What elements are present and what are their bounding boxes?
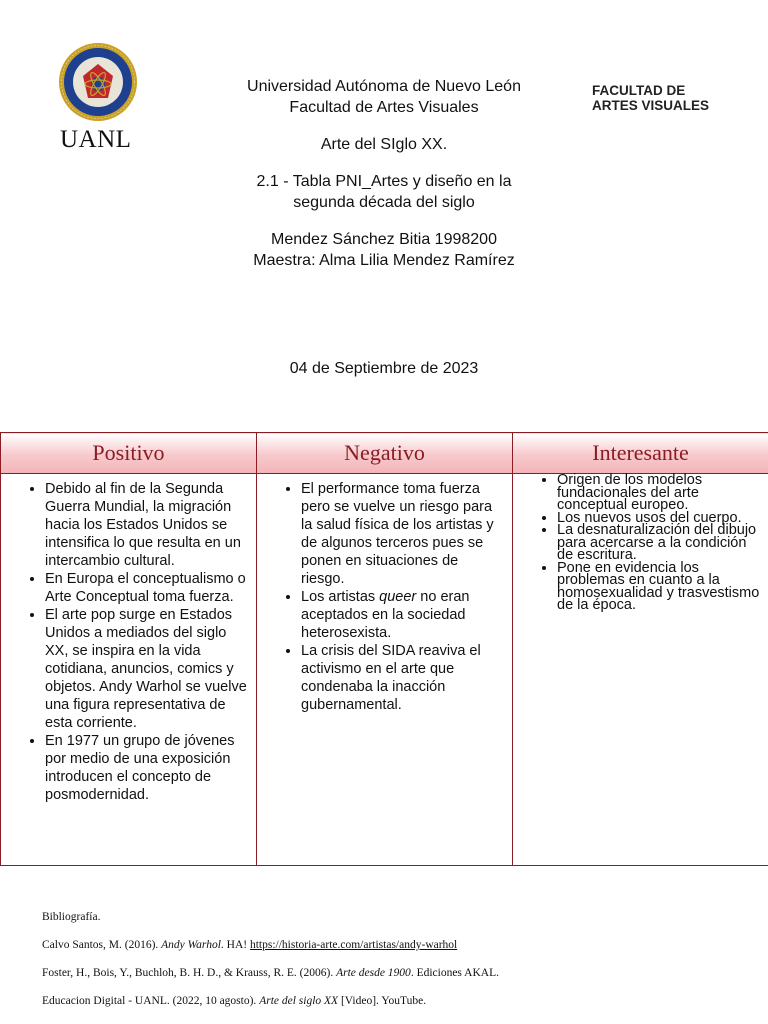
list-item-text: Los artistas xyxy=(301,589,380,605)
assignment-line-2: segunda década del siglo xyxy=(293,194,475,211)
list-item: • El performance toma fuerza pero se vuelve un riesgo para la salud física de los artistas y de algunos terceros pues se ponen en situaciones de riesgo. xyxy=(301,480,504,588)
cover-header xyxy=(200,76,568,271)
assignment-line-1: 2.1 - Tabla PNI_Artes y diseño en la xyxy=(256,173,512,190)
list-item-text: no eran aceptados en la sociedad heterosexista. xyxy=(301,589,470,641)
list-item-emphasis: queer xyxy=(379,589,417,605)
positivo-list xyxy=(1,474,256,804)
list-item: • Los nuevos usos del cuerpo. xyxy=(557,512,762,525)
list-item: • Origen de los modelos fundacionales del arte conceptual europeo. xyxy=(557,474,762,512)
faculty-name: Facultad de Artes Visuales xyxy=(289,99,479,116)
header-interesante: Interesante xyxy=(513,433,768,474)
uanl-wordmark: UANL xyxy=(60,126,132,153)
list-item: • En Europa el conceptualismo o Arte Conceptual toma fuerza. xyxy=(45,570,248,606)
faculty-badge-line-2: ARTES VISUALES xyxy=(592,98,710,113)
reference-title: Arte desde 1900 xyxy=(336,967,411,979)
reference-text: [Video]. YouTube. xyxy=(338,995,427,1007)
submission-date: 04 de Septiembre de 2023 xyxy=(289,360,479,377)
reference-text: Foster, H., Bois, Y., Buchloh, B. H. D., & Krauss, R. E. (2006). xyxy=(42,967,337,979)
reference xyxy=(42,966,742,980)
list-item: • La crisis del SIDA reaviva el activismo en el arte que condenaba la inacción gubernamental. xyxy=(301,642,504,714)
faculty-badge-line-1: FACULTAD DE xyxy=(592,83,686,98)
reference-text: Educacion Digital - UANL. (2022, 10 agosto). xyxy=(42,995,260,1007)
reference xyxy=(42,994,742,1008)
list-item: • Pone en evidencia los problemas en cuanto a la homosexualidad y trasvestismo de la época. xyxy=(557,562,762,612)
column-interesante xyxy=(513,474,768,866)
bibliography xyxy=(42,910,742,1022)
reference-text: . HA! xyxy=(220,939,250,951)
reference-text: Calvo Santos, M. (2016). xyxy=(42,939,162,951)
student-name: Mendez Sánchez Bitia 1998200 xyxy=(271,231,497,248)
header-negativo: Negativo xyxy=(257,433,513,474)
list-item: • El arte pop surge en Estados Unidos a mediados del siglo XX, se inspira en la vida cotidiana, anuncios, comics y objetos. Andy Warhol se vuelve una figura representativa de esta corriente. xyxy=(45,606,248,732)
university-seal-icon xyxy=(58,42,138,122)
list-item xyxy=(301,588,504,642)
pni-table xyxy=(0,432,768,866)
reference xyxy=(42,938,742,952)
column-positivo xyxy=(1,474,257,866)
university-name: Universidad Autónoma de Nuevo León xyxy=(247,78,521,95)
list-item: • La desnaturalización del dibujo para acercarse a la condición de escritura. xyxy=(557,524,762,562)
column-negativo xyxy=(257,474,513,866)
reference-title: Arte del siglo XX xyxy=(259,995,339,1007)
teacher-name: Maestra: Alma Lilia Mendez Ramírez xyxy=(253,252,515,269)
reference-text: . Ediciones AKAL. xyxy=(410,967,499,979)
course-title: Arte del SIglo XX. xyxy=(320,136,448,153)
list-item: • Debido al fin de la Segunda Guerra Mundial, la migración hacia los Estados Unidos se intensifica lo que resulta en un intercambio cultural. xyxy=(45,480,248,570)
interesante-list xyxy=(513,474,768,612)
reference-title: Andy Warhol xyxy=(161,939,221,951)
reference-link[interactable]: https://historia-arte.com/artistas/andy-warhol xyxy=(249,939,458,951)
faculty-badge xyxy=(592,83,709,113)
bibliography-title: Bibliografía. xyxy=(42,911,101,923)
list-item: • En 1977 un grupo de jóvenes por medio de una exposición introducen el concepto de posmodernidad. xyxy=(45,732,248,804)
negativo-list xyxy=(257,474,512,714)
header-positivo: Positivo xyxy=(1,433,257,474)
